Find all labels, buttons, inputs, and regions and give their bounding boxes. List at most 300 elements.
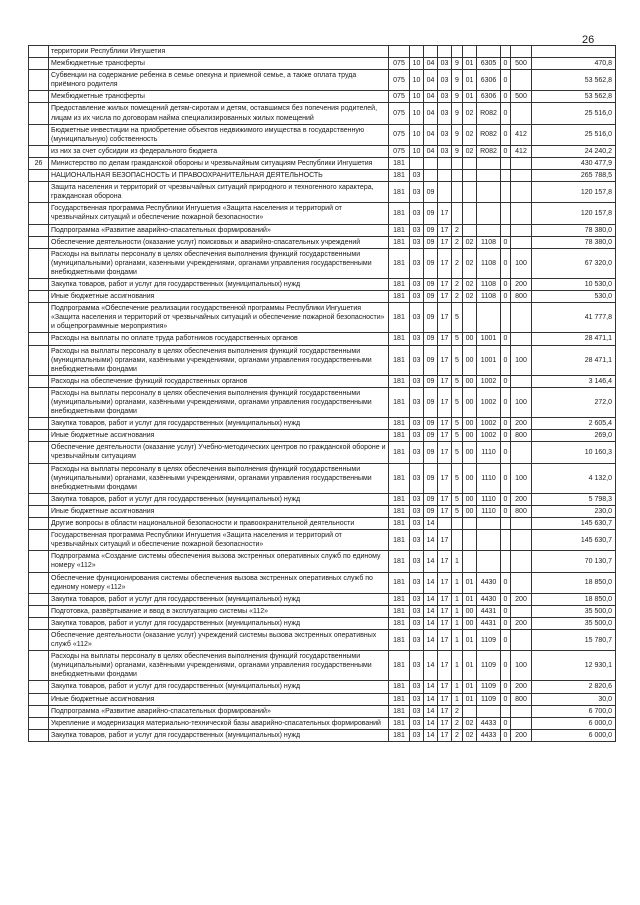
- expense-type-cell: 100: [511, 345, 532, 375]
- section-code-cell: 03: [410, 170, 424, 182]
- row-index-cell: [29, 91, 49, 103]
- direction-code-cell: 1109: [477, 693, 501, 705]
- section-code-cell: 03: [410, 518, 424, 530]
- program-code-cell: 17: [438, 717, 452, 729]
- program-code-cell: 17: [438, 505, 452, 517]
- table-row: [29, 224, 616, 236]
- extra-code-cell: 0: [501, 345, 511, 375]
- gov-code-cell: 181: [389, 333, 410, 345]
- subprogram-code-cell: [452, 182, 463, 203]
- expense-type-cell: [511, 203, 532, 224]
- direction-code-cell: 1002: [477, 387, 501, 417]
- subprogram-code-cell: 5: [452, 493, 463, 505]
- subprogram-code-cell: 2: [452, 248, 463, 278]
- row-index-cell: 26: [29, 157, 49, 169]
- item-name-cell: Расходы на выплаты персоналу в целях обеспечения выполнения функций государственными (муниципальными) органами, казёнными учреждениями, органами управления государственными внебюджетными фондами: [49, 651, 389, 681]
- item-name-cell: Подготовка, развёртывание и ввод в эксплуатацию системы «112»: [49, 605, 389, 617]
- extra-code-cell: 0: [501, 463, 511, 493]
- direction-code-cell: 1110: [477, 463, 501, 493]
- program-code-cell: 17: [438, 651, 452, 681]
- subsection-code-cell: 14: [424, 629, 438, 650]
- row-index-cell: [29, 203, 49, 224]
- table-row: [29, 572, 616, 593]
- event-code-cell: 01: [463, 58, 477, 70]
- direction-code-cell: [477, 224, 501, 236]
- direction-code-cell: [477, 705, 501, 717]
- item-name-cell: Иные бюджетные ассигнования: [49, 505, 389, 517]
- row-index-cell: [29, 605, 49, 617]
- table-row: [29, 91, 616, 103]
- row-index-cell: [29, 629, 49, 650]
- program-code-cell: 17: [438, 387, 452, 417]
- event-code-cell: 01: [463, 681, 477, 693]
- extra-code-cell: 0: [501, 145, 511, 157]
- item-name-cell: Закупка товаров, работ и услуг для государственных (муниципальных) нужд: [49, 278, 389, 290]
- extra-code-cell: 0: [501, 375, 511, 387]
- row-index-cell: [29, 530, 49, 551]
- section-code-cell: 03: [410, 430, 424, 442]
- section-code-cell: 03: [410, 236, 424, 248]
- program-code-cell: 17: [438, 681, 452, 693]
- table-row: [29, 303, 616, 333]
- row-index-cell: [29, 572, 49, 593]
- subsection-code-cell: 09: [424, 430, 438, 442]
- subprogram-code-cell: 5: [452, 345, 463, 375]
- row-index-cell: [29, 593, 49, 605]
- direction-code-cell: 1110: [477, 493, 501, 505]
- expense-type-cell: 500: [511, 91, 532, 103]
- table-row: [29, 705, 616, 717]
- item-name-cell: Расходы на выплаты по оплате труда работников государственных органов: [49, 333, 389, 345]
- extra-code-cell: 0: [501, 651, 511, 681]
- extra-code-cell: 0: [501, 430, 511, 442]
- amount-cell: 67 320,0: [532, 248, 616, 278]
- amount-cell: 145 630,7: [532, 530, 616, 551]
- gov-code-cell: 181: [389, 518, 410, 530]
- item-name-cell: Иные бюджетные ассигнования: [49, 291, 389, 303]
- row-index-cell: [29, 145, 49, 157]
- row-index-cell: [29, 170, 49, 182]
- program-code-cell: 17: [438, 617, 452, 629]
- gov-code-cell: 181: [389, 418, 410, 430]
- extra-code-cell: 0: [501, 729, 511, 741]
- row-index-cell: [29, 387, 49, 417]
- expense-type-cell: [511, 518, 532, 530]
- subprogram-code-cell: 2: [452, 717, 463, 729]
- program-code-cell: 17: [438, 418, 452, 430]
- program-code-cell: 17: [438, 236, 452, 248]
- expense-type-cell: 500: [511, 58, 532, 70]
- extra-code-cell: 0: [501, 70, 511, 91]
- program-code-cell: 17: [438, 705, 452, 717]
- expense-type-cell: 412: [511, 124, 532, 145]
- table-row: [29, 530, 616, 551]
- subprogram-code-cell: [452, 170, 463, 182]
- expense-type-cell: 200: [511, 278, 532, 290]
- gov-code-cell: 181: [389, 593, 410, 605]
- section-code-cell: 03: [410, 203, 424, 224]
- direction-code-cell: 1109: [477, 629, 501, 650]
- row-index-cell: [29, 46, 49, 58]
- subprogram-code-cell: 9: [452, 91, 463, 103]
- subprogram-code-cell: 9: [452, 103, 463, 124]
- section-code-cell: 10: [410, 103, 424, 124]
- item-name-cell: из них за счет субсидии из федерального бюджета: [49, 145, 389, 157]
- extra-code-cell: [501, 157, 511, 169]
- amount-cell: 272,0: [532, 387, 616, 417]
- table-row: [29, 333, 616, 345]
- amount-cell: 230,0: [532, 505, 616, 517]
- table-row: [29, 58, 616, 70]
- direction-code-cell: [477, 170, 501, 182]
- gov-code-cell: [389, 46, 410, 58]
- amount-cell: 120 157,8: [532, 203, 616, 224]
- subsection-code-cell: 09: [424, 236, 438, 248]
- subsection-code-cell: 04: [424, 103, 438, 124]
- program-code-cell: 17: [438, 248, 452, 278]
- table-row: [29, 651, 616, 681]
- subprogram-code-cell: 9: [452, 70, 463, 91]
- row-index-cell: [29, 493, 49, 505]
- direction-code-cell: 1110: [477, 505, 501, 517]
- program-code-cell: 17: [438, 493, 452, 505]
- direction-code-cell: [477, 518, 501, 530]
- event-code-cell: 00: [463, 505, 477, 517]
- amount-cell: 120 157,8: [532, 182, 616, 203]
- expense-type-cell: 100: [511, 387, 532, 417]
- program-code-cell: 03: [438, 145, 452, 157]
- subsection-code-cell: 04: [424, 70, 438, 91]
- direction-code-cell: 1108: [477, 248, 501, 278]
- subsection-code-cell: 04: [424, 58, 438, 70]
- row-index-cell: [29, 705, 49, 717]
- amount-cell: 28 471,1: [532, 345, 616, 375]
- extra-code-cell: [501, 705, 511, 717]
- item-name-cell: Расходы на обеспечение функций государственных органов: [49, 375, 389, 387]
- amount-cell: 78 380,0: [532, 224, 616, 236]
- program-code-cell: 17: [438, 278, 452, 290]
- subsection-code-cell: 04: [424, 124, 438, 145]
- event-code-cell: 00: [463, 345, 477, 375]
- event-code-cell: 01: [463, 693, 477, 705]
- direction-code-cell: [477, 46, 501, 58]
- expense-type-cell: 200: [511, 681, 532, 693]
- item-name-cell: территории Республики Ингушетия: [49, 46, 389, 58]
- table-row: [29, 463, 616, 493]
- event-code-cell: 02: [463, 248, 477, 278]
- gov-code-cell: 181: [389, 493, 410, 505]
- event-code-cell: 00: [463, 605, 477, 617]
- section-code-cell: 03: [410, 617, 424, 629]
- item-name-cell: Обеспечение деятельности (оказание услуг) учреждений системы вызова экстренных оперативных служб «112»: [49, 629, 389, 650]
- amount-cell: 35 500,0: [532, 617, 616, 629]
- direction-code-cell: R082: [477, 145, 501, 157]
- event-code-cell: 00: [463, 333, 477, 345]
- item-name-cell: Подпрограмма «Обеспечение реализации государственной программы Республики Ингушетия «Защита населения и территорий от чрезвычайных ситуаций и обеспечение пожарной безопасности» и общепрограммные мероприятия»: [49, 303, 389, 333]
- event-code-cell: 00: [463, 375, 477, 387]
- extra-code-cell: 0: [501, 387, 511, 417]
- subprogram-code-cell: 1: [452, 593, 463, 605]
- section-code-cell: 03: [410, 278, 424, 290]
- event-code-cell: 02: [463, 103, 477, 124]
- amount-cell: 12 930,1: [532, 651, 616, 681]
- budget-table: [28, 45, 616, 742]
- subsection-code-cell: 04: [424, 145, 438, 157]
- amount-cell: 265 788,5: [532, 170, 616, 182]
- amount-cell: 269,0: [532, 430, 616, 442]
- event-code-cell: [463, 530, 477, 551]
- extra-code-cell: [501, 182, 511, 203]
- gov-code-cell: 181: [389, 303, 410, 333]
- event-code-cell: [463, 518, 477, 530]
- table-row: [29, 46, 616, 58]
- extra-code-cell: 0: [501, 58, 511, 70]
- subsection-code-cell: [424, 157, 438, 169]
- section-code-cell: 03: [410, 224, 424, 236]
- table-row: [29, 681, 616, 693]
- program-code-cell: 17: [438, 430, 452, 442]
- subprogram-code-cell: 5: [452, 505, 463, 517]
- direction-code-cell: 1108: [477, 278, 501, 290]
- event-code-cell: 02: [463, 278, 477, 290]
- table-row: [29, 717, 616, 729]
- table-row: [29, 693, 616, 705]
- expense-type-cell: 200: [511, 593, 532, 605]
- subprogram-code-cell: 5: [452, 303, 463, 333]
- row-index-cell: [29, 430, 49, 442]
- program-code-cell: 17: [438, 551, 452, 572]
- table-row: [29, 70, 616, 91]
- section-code-cell: 03: [410, 717, 424, 729]
- gov-code-cell: 181: [389, 717, 410, 729]
- subprogram-code-cell: 1: [452, 693, 463, 705]
- extra-code-cell: 0: [501, 605, 511, 617]
- section-code-cell: 10: [410, 70, 424, 91]
- row-index-cell: [29, 58, 49, 70]
- direction-code-cell: 6306: [477, 70, 501, 91]
- amount-cell: [532, 46, 616, 58]
- subprogram-code-cell: 2: [452, 224, 463, 236]
- expense-type-cell: [511, 530, 532, 551]
- subprogram-code-cell: 1: [452, 651, 463, 681]
- expense-type-cell: 200: [511, 493, 532, 505]
- item-name-cell: Другие вопросы в области национальной безопасности и правоохранительной деятельности: [49, 518, 389, 530]
- amount-cell: 41 777,8: [532, 303, 616, 333]
- expense-type-cell: [511, 103, 532, 124]
- subsection-code-cell: 04: [424, 91, 438, 103]
- section-code-cell: [410, 157, 424, 169]
- row-index-cell: [29, 236, 49, 248]
- subprogram-code-cell: 9: [452, 124, 463, 145]
- section-code-cell: 03: [410, 345, 424, 375]
- item-name-cell: Закупка товаров, работ и услуг для государственных (муниципальных) нужд: [49, 617, 389, 629]
- table-row: [29, 387, 616, 417]
- subsection-code-cell: 14: [424, 681, 438, 693]
- direction-code-cell: 6305: [477, 58, 501, 70]
- gov-code-cell: 075: [389, 70, 410, 91]
- direction-code-cell: [477, 203, 501, 224]
- section-code-cell: 10: [410, 124, 424, 145]
- extra-code-cell: 0: [501, 572, 511, 593]
- subsection-code-cell: 09: [424, 182, 438, 203]
- item-name-cell: Подпрограмма «Развитие аварийно-спасательных формирований»: [49, 224, 389, 236]
- row-index-cell: [29, 505, 49, 517]
- table-row: [29, 442, 616, 463]
- direction-code-cell: 1108: [477, 291, 501, 303]
- program-code-cell: 17: [438, 345, 452, 375]
- direction-code-cell: 4431: [477, 605, 501, 617]
- subsection-code-cell: 14: [424, 518, 438, 530]
- gov-code-cell: 181: [389, 705, 410, 717]
- gov-code-cell: 181: [389, 693, 410, 705]
- extra-code-cell: 0: [501, 629, 511, 650]
- direction-code-cell: R082: [477, 124, 501, 145]
- direction-code-cell: 4433: [477, 729, 501, 741]
- section-code-cell: 03: [410, 593, 424, 605]
- section-code-cell: 03: [410, 442, 424, 463]
- amount-cell: 24 240,2: [532, 145, 616, 157]
- amount-cell: 5 798,3: [532, 493, 616, 505]
- subprogram-code-cell: 1: [452, 681, 463, 693]
- item-name-cell: Укрепление и модернизация материально-технической базы аварийно-спасательных формирований: [49, 717, 389, 729]
- program-code-cell: 03: [438, 70, 452, 91]
- subsection-code-cell: 14: [424, 717, 438, 729]
- amount-cell: 10 160,3: [532, 442, 616, 463]
- item-name-cell: Защита населения и территорий от чрезвычайных ситуаций природного и техногенного характера, гражданская оборона: [49, 182, 389, 203]
- event-code-cell: [463, 46, 477, 58]
- expense-type-cell: [511, 375, 532, 387]
- section-code-cell: 03: [410, 463, 424, 493]
- row-index-cell: [29, 224, 49, 236]
- extra-code-cell: [501, 170, 511, 182]
- subprogram-code-cell: 1: [452, 551, 463, 572]
- extra-code-cell: 0: [501, 593, 511, 605]
- subsection-code-cell: 14: [424, 530, 438, 551]
- expense-type-cell: [511, 333, 532, 345]
- gov-code-cell: 181: [389, 505, 410, 517]
- row-index-cell: [29, 248, 49, 278]
- section-code-cell: 03: [410, 605, 424, 617]
- row-index-cell: [29, 333, 49, 345]
- item-name-cell: Подпрограмма «Создание системы обеспечения вызова экстренных оперативных служб по единому номеру «112»: [49, 551, 389, 572]
- expense-type-cell: 100: [511, 651, 532, 681]
- item-name-cell: Расходы на выплаты персоналу в целях обеспечения выполнения функций государственными (муниципальными) органами, казёнными учреждениями, органами управления государственными внебюджетными фондами: [49, 387, 389, 417]
- extra-code-cell: 0: [501, 681, 511, 693]
- expense-type-cell: 200: [511, 729, 532, 741]
- expense-type-cell: [511, 705, 532, 717]
- gov-code-cell: 075: [389, 103, 410, 124]
- amount-cell: 25 516,0: [532, 124, 616, 145]
- expense-type-cell: 200: [511, 617, 532, 629]
- table-row: [29, 248, 616, 278]
- subsection-code-cell: [424, 46, 438, 58]
- expense-type-cell: [511, 170, 532, 182]
- subsection-code-cell: [424, 170, 438, 182]
- item-name-cell: Бюджетные инвестиции на приобретение объектов недвижимого имущества в государственную (муниципальную) собственность: [49, 124, 389, 145]
- expense-type-cell: [511, 303, 532, 333]
- table-row: [29, 629, 616, 650]
- gov-code-cell: 181: [389, 629, 410, 650]
- gov-code-cell: 181: [389, 387, 410, 417]
- program-code-cell: [438, 46, 452, 58]
- subprogram-code-cell: 1: [452, 572, 463, 593]
- gov-code-cell: 181: [389, 430, 410, 442]
- gov-code-cell: 181: [389, 572, 410, 593]
- event-code-cell: 00: [463, 617, 477, 629]
- program-code-cell: 17: [438, 224, 452, 236]
- event-code-cell: [463, 170, 477, 182]
- subprogram-code-cell: 5: [452, 463, 463, 493]
- event-code-cell: 00: [463, 387, 477, 417]
- expense-type-cell: [511, 572, 532, 593]
- subprogram-code-cell: 5: [452, 430, 463, 442]
- subprogram-code-cell: [452, 530, 463, 551]
- direction-code-cell: 1109: [477, 681, 501, 693]
- item-name-cell: Закупка товаров, работ и услуг для государственных (муниципальных) нужд: [49, 729, 389, 741]
- section-code-cell: 03: [410, 651, 424, 681]
- subsection-code-cell: 14: [424, 551, 438, 572]
- event-code-cell: 02: [463, 145, 477, 157]
- direction-code-cell: [477, 551, 501, 572]
- section-code-cell: 03: [410, 572, 424, 593]
- subsection-code-cell: 14: [424, 651, 438, 681]
- section-code-cell: 03: [410, 375, 424, 387]
- direction-code-cell: 1002: [477, 375, 501, 387]
- amount-cell: 6 000,0: [532, 729, 616, 741]
- direction-code-cell: [477, 303, 501, 333]
- gov-code-cell: 181: [389, 182, 410, 203]
- table-row: [29, 551, 616, 572]
- event-code-cell: 00: [463, 430, 477, 442]
- program-code-cell: 17: [438, 333, 452, 345]
- subsection-code-cell: 09: [424, 345, 438, 375]
- program-code-cell: 03: [438, 103, 452, 124]
- event-code-cell: 01: [463, 629, 477, 650]
- gov-code-cell: 181: [389, 375, 410, 387]
- item-name-cell: Иные бюджетные ассигнования: [49, 430, 389, 442]
- amount-cell: 3 146,4: [532, 375, 616, 387]
- row-index-cell: [29, 418, 49, 430]
- section-code-cell: 03: [410, 551, 424, 572]
- expense-type-cell: [511, 157, 532, 169]
- expense-type-cell: 412: [511, 145, 532, 157]
- subsection-code-cell: 09: [424, 291, 438, 303]
- amount-cell: 145 630,7: [532, 518, 616, 530]
- item-name-cell: Межбюджетные трансферты: [49, 91, 389, 103]
- direction-code-cell: 4430: [477, 572, 501, 593]
- program-code-cell: 17: [438, 729, 452, 741]
- expense-type-cell: 800: [511, 430, 532, 442]
- extra-code-cell: [501, 530, 511, 551]
- section-code-cell: 03: [410, 705, 424, 717]
- program-code-cell: [438, 157, 452, 169]
- row-index-cell: [29, 693, 49, 705]
- gov-code-cell: 181: [389, 203, 410, 224]
- item-name-cell: Государственная программа Республики Ингушетия «Защита населения и территорий от чрезвычайных ситуаций и обеспечение пожарной безопасности»: [49, 530, 389, 551]
- event-code-cell: 00: [463, 493, 477, 505]
- gov-code-cell: 181: [389, 617, 410, 629]
- expense-type-cell: [511, 46, 532, 58]
- table-row: [29, 145, 616, 157]
- amount-cell: 18 850,0: [532, 593, 616, 605]
- gov-code-cell: 075: [389, 124, 410, 145]
- event-code-cell: 01: [463, 651, 477, 681]
- expense-type-cell: [511, 551, 532, 572]
- event-code-cell: 02: [463, 124, 477, 145]
- amount-cell: 53 562,8: [532, 91, 616, 103]
- subprogram-code-cell: 9: [452, 145, 463, 157]
- event-code-cell: 02: [463, 717, 477, 729]
